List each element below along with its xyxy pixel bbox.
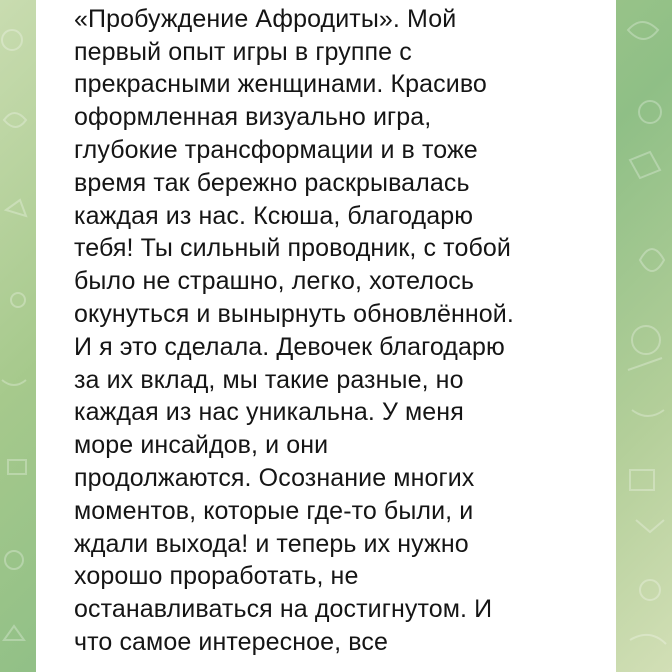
- message-line: продолжаются. Осознание многих: [74, 463, 475, 492]
- message-line: окунуться и вынырнуть обновлённой.: [74, 299, 514, 328]
- message-line: глубокие трансформации и в тоже: [74, 135, 478, 164]
- message-line: прекрасными женщинами. Красиво: [74, 70, 487, 99]
- message-bubble[interactable]: [36, 0, 616, 672]
- message-line: ждали выхода! и теперь их нужно: [74, 529, 469, 558]
- message-line: первый опыт игры в группе с: [74, 37, 412, 66]
- message-line: море инсайдов, и они: [74, 431, 329, 460]
- message-line: останавливаться на достигнутом. И: [74, 595, 493, 624]
- message-line: «Пробуждение Афродиты». Мой: [74, 4, 457, 33]
- message-line: каждая из нас уникальна. У меня: [74, 398, 464, 427]
- message-line: за их вклад, мы такие разные, но: [74, 365, 464, 394]
- message-line: И я это сделала. Девочек благодарю: [74, 332, 505, 361]
- message-line: каждая из нас. Ксюша, благодарю: [74, 201, 474, 230]
- message-line: моментов, которые где-то были, и: [74, 496, 474, 525]
- message-line: время так бережно раскрывалась: [74, 168, 470, 197]
- message-line: оформленная визуально игра,: [74, 103, 432, 132]
- message-text: [74, 0, 606, 659]
- message-line: тебя! Ты сильный проводник, с тобой: [74, 234, 511, 263]
- message-line: было не страшно, легко, хотелось: [74, 267, 475, 296]
- message-line: что самое интересное, все: [74, 627, 388, 656]
- message-line: хорошо проработать, не: [74, 562, 359, 591]
